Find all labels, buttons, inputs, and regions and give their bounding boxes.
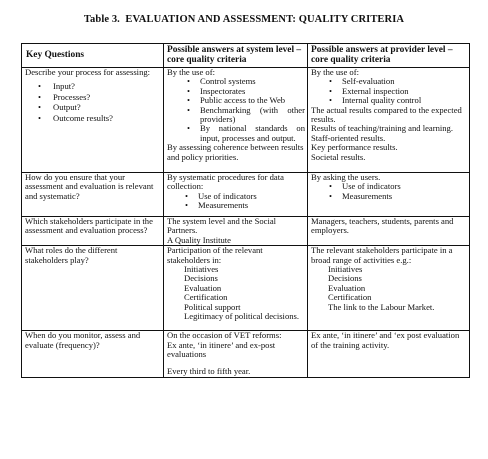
- list-item: Political support: [184, 301, 241, 312]
- provider-answer-cell: [308, 246, 470, 331]
- system-answer-cell: [164, 217, 308, 246]
- table-row: [22, 173, 470, 217]
- answer-text: A Quality Institute: [167, 234, 231, 245]
- answer-text: On the occasion of VET reforms:: [167, 330, 282, 341]
- question-bullet-list: [25, 82, 161, 123]
- question-cell: [22, 173, 164, 217]
- provider-bullet-list: [311, 182, 467, 201]
- answer-intro: By the use of:: [167, 67, 215, 77]
- table-number: Table 3.: [83, 14, 120, 25]
- answer-text: Key performance results.: [311, 142, 398, 153]
- answer-intro: By the use of:: [311, 67, 359, 77]
- list-item: Decisions: [184, 273, 218, 284]
- answer-text: By assessing coherence between results and policy priorities.: [167, 142, 304, 162]
- header-provider-level: Possible answers at provider level – core quality criteria: [308, 44, 470, 68]
- question-cell: [22, 331, 164, 378]
- list-item: • Input?: [25, 82, 161, 91]
- provider-bullet-list: [311, 77, 467, 105]
- list-item: • External inspection: [311, 87, 467, 96]
- system-answer-cell: [164, 68, 308, 173]
- list-item: • Internal quality control: [311, 96, 467, 105]
- system-answer-cell: [164, 246, 308, 331]
- answer-text: Results of teaching/training and learning.: [311, 123, 453, 134]
- question-text: What roles do the different stakeholders play?: [25, 245, 118, 265]
- answer-intro: Participation of the relevant stakeholders in:: [167, 245, 263, 265]
- table-row: [22, 331, 470, 378]
- list-item: • Public access to the Web: [167, 96, 305, 105]
- list-item: Evaluation: [184, 282, 222, 293]
- question-cell: [22, 246, 164, 331]
- answer-text: Ex ante, ‘in itinere’ and ex-post evaluations: [167, 339, 276, 360]
- provider-answer-cell: [308, 217, 470, 246]
- answer-intro: By asking the users.: [311, 172, 381, 182]
- list-item: • Outcome results?: [25, 114, 161, 123]
- list-item: Legitimacy of political decisions.: [184, 311, 300, 322]
- answer-text: Every third to fifth year.: [167, 366, 251, 377]
- list-item: • Use of indicators: [167, 192, 305, 201]
- list-item: • Control systems: [167, 77, 305, 86]
- question-cell: [22, 68, 164, 173]
- answer-intro: By systematic procedures for data collection:: [167, 172, 284, 192]
- question-text: Which stakeholders participate in the assessment and evaluation process?: [25, 216, 153, 236]
- provider-answer-cell: [308, 68, 470, 173]
- system-bullet-list: [167, 77, 305, 143]
- quality-criteria-table: [21, 43, 470, 378]
- question-cell: [22, 217, 164, 246]
- table-row: [22, 217, 470, 246]
- provider-answer-cell: [308, 173, 470, 217]
- list-item: Certification: [328, 292, 372, 303]
- system-answer-cell: [164, 173, 308, 217]
- answer-text: The system level and the Social Partners.: [167, 216, 277, 236]
- list-item: Initiatives: [328, 264, 363, 275]
- table-title: [0, 14, 488, 25]
- table-row: [22, 68, 470, 173]
- header-row: [22, 44, 470, 68]
- list-item: • Processes?: [25, 93, 161, 102]
- list-item: • Measurements: [167, 201, 305, 210]
- list-item: The link to the Labour Market.: [328, 301, 435, 312]
- question-text: Describe your process for assessing:: [25, 67, 151, 77]
- list-item: Certification: [184, 292, 228, 303]
- header-key-questions: Key Questions: [22, 44, 164, 68]
- table-caption: EVALUATION AND ASSESSMENT: QUALITY CRITERIA: [125, 14, 405, 25]
- table-row: [22, 246, 470, 331]
- provider-answer-cell: [308, 331, 470, 378]
- answer-text: Staff-oriented results.: [311, 132, 386, 143]
- list-item: Evaluation: [328, 282, 366, 293]
- list-item: • Self-evaluation: [311, 77, 467, 86]
- answer-text: Managers, teachers, students, parents and employers.: [311, 216, 454, 236]
- header-system-level: Possible answers at system level – core quality criteria: [164, 44, 308, 68]
- list-item: Decisions: [328, 273, 362, 284]
- list-item: Initiatives: [184, 264, 219, 275]
- answer-text: Societal results.: [311, 151, 366, 162]
- answer-intro: The relevant stakeholders participate in a broad range of activities e.g.:: [311, 245, 453, 265]
- list-item: • By national standards on input, processes and output.: [167, 124, 305, 143]
- answer-text: Ex ante, ‘in itinere’ and ‘ex post evaluation of the training activity.: [311, 330, 460, 350]
- list-item: • Use of indicators: [311, 182, 467, 191]
- question-text: How do you ensure that your assessment and evaluation is relevant and systematic?: [25, 172, 154, 201]
- question-text: When do you monitor, assess and evaluate (frequency)?: [25, 330, 141, 350]
- answer-text: The actual results compared to the expected results.: [311, 104, 462, 125]
- system-bullet-list: [167, 192, 305, 211]
- system-answer-cell: [164, 331, 308, 378]
- list-item: • Measurements: [311, 192, 467, 201]
- list-item: • Output?: [25, 103, 161, 112]
- list-item: • Benchmarking (with other providers): [167, 106, 305, 125]
- list-item: • Inspectorates: [167, 87, 305, 96]
